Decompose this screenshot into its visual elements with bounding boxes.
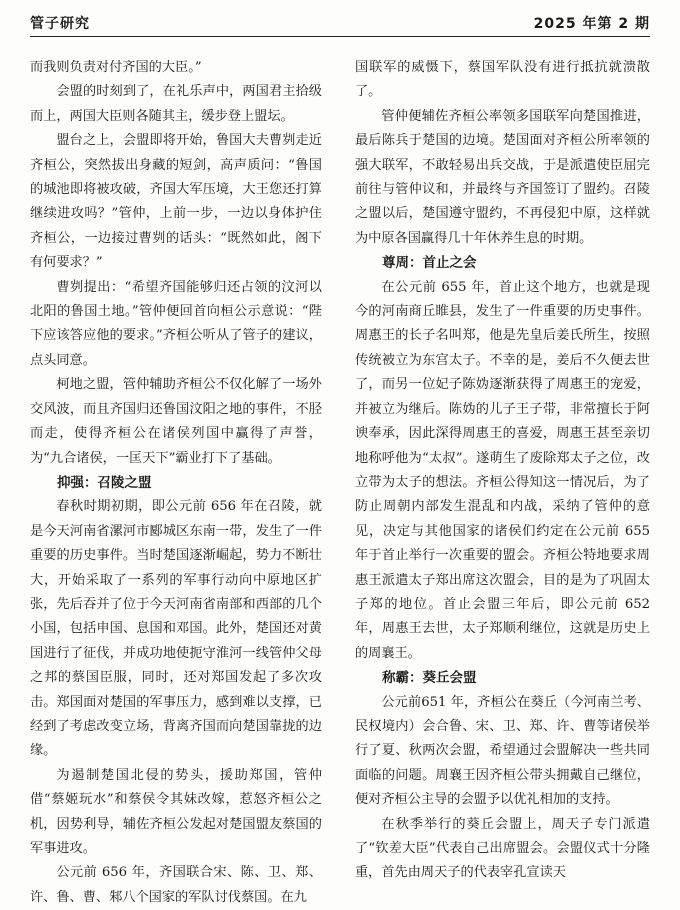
journal-title: 管子研究 (30, 16, 90, 32)
paragraph: 会盟的时刻到了，在礼乐声中，两国君主拾级而上，两国大臣则各随其主，缓步登上盟坛。 (30, 84, 322, 124)
section-heading: 抑强：召陵之盟 (57, 474, 152, 491)
paragraph: 公元前 656 年，齐国联合宋、陈、卫、郑、许、鲁、曹、邾八个国家的军队讨伐蔡国。在九 (30, 865, 322, 905)
paragraph: 而我则负责对付齐国的大臣。” (30, 60, 202, 75)
paragraph: 管仲便辅佐齐桓公率领多国联军向楚国推进，最后陈兵于楚国的边境。楚国面对齐桓公所率领的强大联军，不敢轻易出兵交战，于是派遣使臣屈完前往与管仲议和，并最终与齐国签订了盟约。召陵之盟以后，楚国遵守盟约，不再侵犯中原，这样就为中原各国赢得几十年休养生息的时期。 (355, 108, 650, 246)
issue-number: 2025 年第 2 期 (533, 16, 650, 32)
section-heading: 称霸：葵丘会盟 (382, 670, 477, 687)
section-heading: 尊周：首止之会 (382, 255, 477, 272)
paragraph: 公元前651 年，齐桓公在葵丘（今河南兰考、民权境内）会合鲁、宋、卫、郑、许、曹等诸侯举行了夏、秋两次会盟，希望通过会盟解决一些共同面临的问题。周襄王因齐桓公带头拥戴自己继位，便对齐桓公主导的会盟予以优礼相加的支持。 (355, 694, 650, 808)
paragraph: 盟台之上，会盟即将开始，鲁国大夫曹刿走近齐桓公，突然拔出身藏的短剑，高声质问：“鲁国的城池即将被攻破，齐国大军压境，大王您还打算继续进攻吗？”管仲，上前一步，一边以身体护住齐桓公，一边接过曹刿的话头：“既然如此，阁下有何要求？” (30, 133, 322, 271)
paragraph: 春秋时期初期，即公元前 656 年在召陵，就是今天河南省漯河市郾城区东南一带，发生了一件重要的历史事件。当时楚国逐渐崛起，势力不断壮大，开始采取了一系列的军事行动向中原地区扩张，先后吞并了位于今天河南省南部和西部的几个小国，包括申国、息国和邓国。此外，楚国还对黄国进行了征伐，并成功地使扼守淮河一线管仲父母之邦的蔡国臣服，同时，还对郑国发起了多次攻击。郑国面对楚国的军事压力，感到难以支撑，已经到了考虑改变立场，背离齐国而向楚国靠拢的边缘。 (30, 499, 322, 759)
page-header (30, 10, 650, 37)
paragraph: 国联军的威慑下，蔡国军队没有进行抵抗就溃散了。 (355, 60, 650, 100)
paragraph: 在秋季举行的葵丘会盟上，周天子专门派遣了“钦差大臣”代表自己出席盟会。会盟仪式十分隆重，首先由周天子的代表宰孔宣读天 (355, 816, 650, 881)
right-column (355, 56, 650, 881)
paragraph: 曹刿提出：“希望齐国能够归还占领的汶河以北阳的鲁国土地。”管仲便回首向桓公示意说：“陛下应该答应他的要求。”齐桓公听从了管子的建议，点头同意。 (30, 279, 322, 368)
paragraph: 在公元前 655 年，首止这个地方，也就是现今的河南商丘睢县，发生了一件重要的历史事件。周惠王的长子名叫郑，他是先皇后姜氏所生，按照传统被立为东宫太子。不幸的是，姜后不久便去世了，而另一位妃子陈妫逐渐获得了周惠王的宠爱，并被立为继后。陈妫的儿子王子带，非常擅长于阿谀奉承，因此深得周惠王的喜爱，周惠王甚至亲切地称呼他为“太叔”。遂萌生了废除郑太子之位，改立带为太子的想法。齐桓公得知这一情况后，为了防止周朝内部发生混乱和内战，采纳了管仲的意见，决定与其他国家的诸侯们约定在公元前 655 年于首止举行一次重要的盟会。齐桓公特地要求周惠王派遣太子郑出席这次盟会，目的是为了巩固太子郑的地位。首止会盟三年后，即公元前 652 年，周惠王去世，太子郑顺利继位，这就是历史上的周襄王。 (355, 279, 650, 661)
left-column (30, 56, 322, 905)
paragraph: 柯地之盟，管仲辅助齐桓公不仅化解了一场外交风波，而且齐国归还鲁国汶阳之地的事件，不胫而走，使得齐桓公在诸侯列国中赢得了声誉，为“九合诸侯，一匡天下”霸业打下了基础。 (30, 377, 322, 466)
paragraph: 为遏制楚国北侵的势头，援助郑国，管仲借“蔡姬玩水”和蔡侯令其妹改嫁，惹怒齐桓公之机，因势利导，辅佐齐桓公发起对楚国盟友蔡国的军事进攻。 (30, 767, 322, 856)
